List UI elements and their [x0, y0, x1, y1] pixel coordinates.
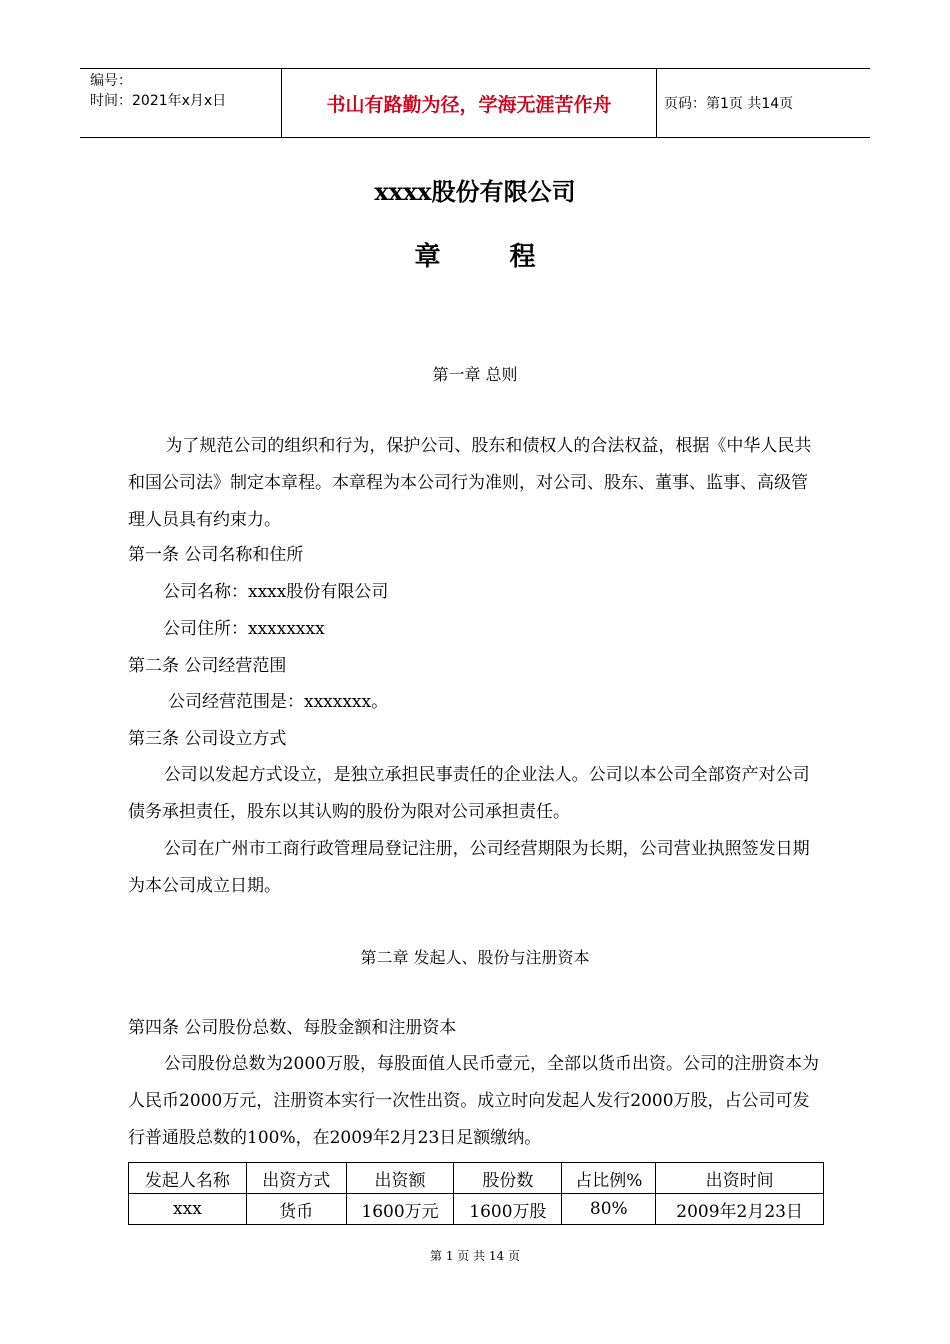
- number-label: 编号：: [90, 73, 132, 89]
- establish-paragraph-2: 公司在广州市工商行政管理局登记注册，公司经营期限为长期，公司营业执照签发日期为本公司成立日期。: [128, 839, 810, 896]
- table-header-cell: 出资额: [346, 1163, 454, 1194]
- intro-paragraph: 为了规范公司的组织和行为，保护公司、股东和债权人的合法权益，根据《中华人民共和国公司法》制定本章程。本章程为本公司行为准则，对公司、股东、董事、监事、高级管理人员具有约束力。: [128, 436, 812, 530]
- table-cell: 1600万元: [346, 1194, 454, 1225]
- chapter-1-heading: 第一章 总则: [432, 365, 518, 384]
- establish-paragraph-1: 公司以发起方式设立，是独立承担民事责任的企业法人。公司以本公司全部资产对公司债务承担责任，股东以其认购的股份为限对公司承担责任。: [128, 765, 810, 822]
- document-subtitle: 章 程: [414, 242, 566, 272]
- table-cell: 1600万股: [454, 1194, 562, 1225]
- table-header-cell: 出资时间: [656, 1163, 824, 1194]
- article-2-heading: 第二条 公司经营范围: [128, 656, 287, 676]
- table-cell: xxx: [129, 1194, 247, 1225]
- header-meta: [80, 69, 281, 137]
- business-scope-line: 公司经营范围是：xxxxxxx。: [168, 692, 389, 712]
- page-footer: 第 1 页 共 14 页: [430, 1249, 520, 1263]
- article-1-heading: 第一条 公司名称和住所: [128, 545, 304, 565]
- time-label: 时间：2021年x月x日: [90, 93, 227, 109]
- table-header-cell: 发起人名称: [129, 1163, 247, 1194]
- table-header-cell: 股份数: [454, 1163, 562, 1194]
- article-4-heading: 第四条 公司股份总数、每股金额和注册资本: [128, 1018, 457, 1038]
- chapter-2-heading: 第二章 发起人、股份与注册资本: [360, 948, 590, 967]
- table-header-row: [129, 1163, 824, 1194]
- page-header: [80, 68, 870, 138]
- table-cell: 80%: [562, 1194, 656, 1225]
- investor-table: [128, 1162, 824, 1225]
- table-header-cell: 占比例%: [562, 1163, 656, 1194]
- table-row: [129, 1194, 824, 1225]
- table-cell: 货币: [246, 1194, 346, 1225]
- table-cell: 2009年2月23日: [656, 1194, 824, 1225]
- header-page-label: 页码：第1页 共14页: [664, 96, 794, 112]
- capital-paragraph: 公司股份总数为2000万股，每股面值人民币壹元，全部以货币出资。公司的注册资本为人民币2000万元，注册资本实行一次性出资。成立时向发起人发行2000万股，占公司可发行普通股总数的100%，在2009年2月23日足额缴纳。: [128, 1054, 819, 1148]
- article-3-heading: 第三条 公司设立方式: [128, 729, 287, 749]
- company-address-line: 公司住所：xxxxxxxx: [163, 619, 325, 639]
- header-motto: 书山有路勤为径，学海无涯苦作舟: [281, 69, 657, 137]
- document-title: xxxx股份有限公司: [374, 177, 576, 206]
- table-header-cell: 出资方式: [246, 1163, 346, 1194]
- company-name-line: 公司名称：xxxx股份有限公司: [163, 582, 389, 602]
